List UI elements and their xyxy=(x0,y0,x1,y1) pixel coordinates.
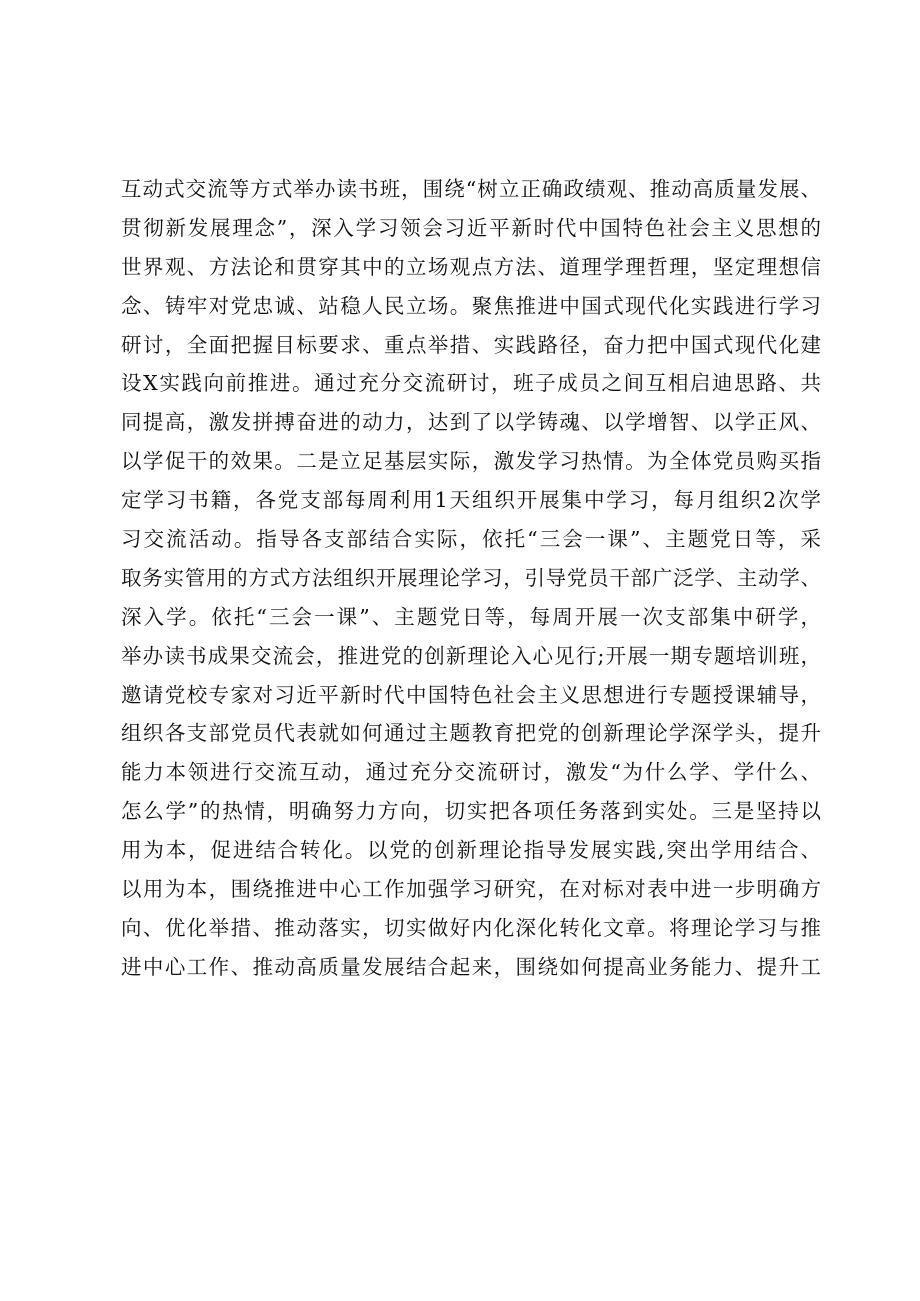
text-line: 习交流活动。指导各支部结合实际，依托“三会一课”、主题党日等，采 xyxy=(121,527,821,552)
body-paragraph xyxy=(121,170,821,987)
text-line: 怎么学”的热情，明确努力方向，切实把各项任务落到实处。三是坚持以 xyxy=(121,799,821,824)
text-line: 向、优化举措、推动落实，切实做好内化深化转化文章。将理论学习与推 xyxy=(121,915,821,940)
text-line: 互动式交流等方式举办读书班，围绕“树立正确政绩观、推动高质量发展、 xyxy=(121,177,821,201)
text-line: 贯彻新发展理念”，深入学习领会习近平新时代中国特色社会主义思想的 xyxy=(121,215,821,240)
text-line: 举办读书成果交流会，推进党的创新理论入心见行;开展一期专题培训班， xyxy=(121,643,821,668)
text-line: 念、铸牢对党忠诚、站稳人民立场。聚焦推进中国式现代化实践进行学习 xyxy=(121,293,821,318)
text-line: 同提高，激发拼搏奋进的动力，达到了以学铸魂、以学增智、以学正风、 xyxy=(121,410,821,435)
text-line: 能力本领进行交流互动，通过充分交流研讨，激发“为什么学、学什么、 xyxy=(121,760,821,785)
text-line: 深入学。依托“三会一课”、主题党日等，每周开展一次支部集中研学， xyxy=(121,604,821,629)
text-line: 以学促干的效果。二是立足基层实际，激发学习热情。为全体党员购买指 xyxy=(121,449,821,474)
text-line: 邀请党校专家对习近平新时代中国特色社会主义思想进行专题授课辅导， xyxy=(121,682,821,707)
text-line: 取务实管用的方式方法组织开展理论学习，引导党员干部广泛学、主动学、 xyxy=(121,565,821,590)
text-line: 世界观、方法论和贯穿其中的立场观点方法、道理学理哲理，坚定理想信 xyxy=(121,254,821,279)
text-line: 组织各支部党员代表就如何通过主题教育把党的创新理论学深学头，提升 xyxy=(121,721,821,746)
text-line: 研讨，全面把握目标要求、重点举措、实践路径，奋力把中国式现代化建 xyxy=(121,332,821,357)
text-line: 用为本，促进结合转化。以党的创新理论指导发展实践,突出学用结合、 xyxy=(121,838,821,863)
text-line: 进中心工作、推动高质量发展结合起来，围绕如何提高业务能力、提升工 xyxy=(121,954,821,979)
text-line: 定学习书籍，各党支部每周利用1天组织开展集中学习，每月组织2次学 xyxy=(121,488,821,513)
text-line: 以用为本，围绕推进中心工作加强学习研究，在对标对表中进一步明确方 xyxy=(121,877,821,902)
text-line: 设X实践向前推进。通过充分交流研讨，班子成员之间互相启迪思路、共 xyxy=(121,371,821,396)
